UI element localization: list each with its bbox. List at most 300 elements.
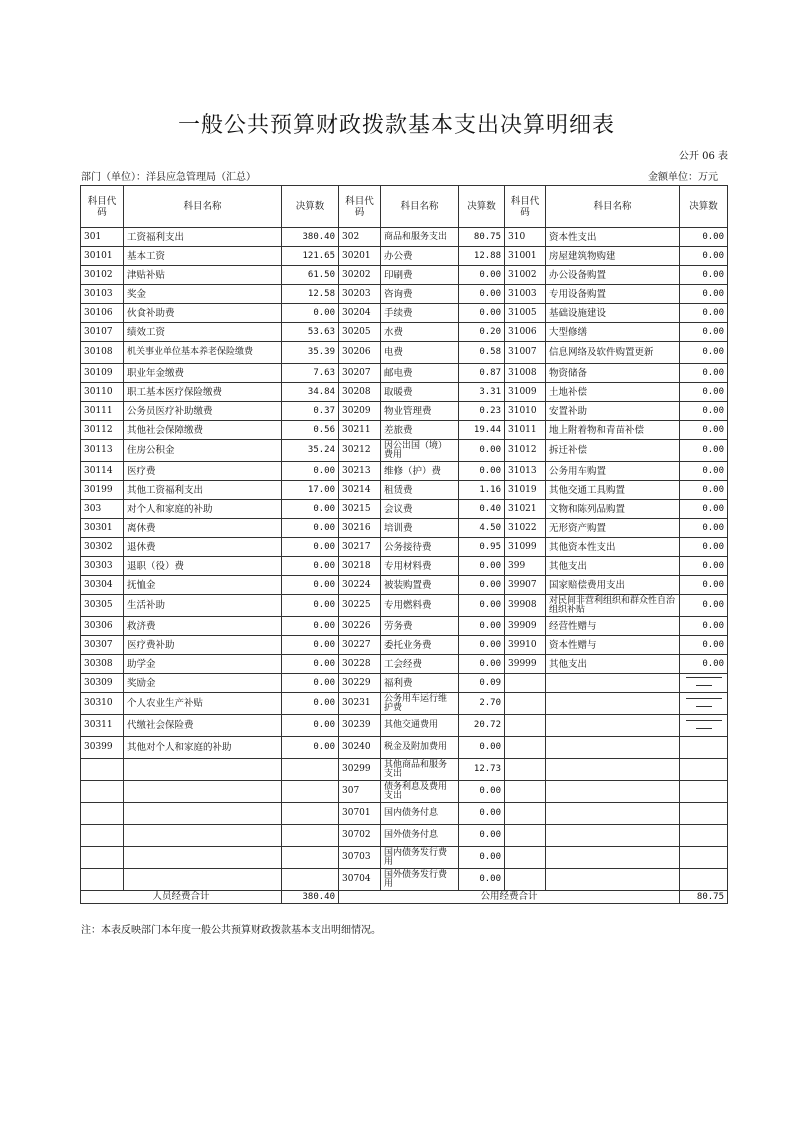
subject-name: 邮电费 bbox=[381, 364, 459, 383]
subject-code: 30199 bbox=[81, 481, 124, 500]
form-number: 公开 06 表 bbox=[678, 151, 728, 162]
subject-code: 30207 bbox=[339, 364, 381, 383]
subject-code: 30229 bbox=[339, 674, 381, 693]
subject-name: 拆迁补偿 bbox=[546, 440, 680, 462]
amount: 0.00 bbox=[459, 825, 505, 847]
subject-code: 30103 bbox=[81, 285, 124, 304]
subject-name: 文物和陈列品购置 bbox=[546, 500, 680, 519]
subject-code: 30102 bbox=[81, 266, 124, 285]
subject-code bbox=[505, 715, 546, 737]
table-row bbox=[81, 636, 728, 655]
subject-name: 债务利息及费用支出 bbox=[381, 781, 459, 803]
table-row bbox=[81, 481, 728, 500]
subject-code bbox=[81, 803, 124, 825]
subject-name: 印刷费 bbox=[381, 266, 459, 285]
subject-code: 30228 bbox=[339, 655, 381, 674]
subject-name: 个人农业生产补贴 bbox=[124, 693, 282, 715]
amount: 0.37 bbox=[282, 402, 339, 421]
amount: 0.00 bbox=[459, 557, 505, 576]
amount: 7.63 bbox=[282, 364, 339, 383]
subject-name: 经营性赠与 bbox=[546, 617, 680, 636]
subject-code: 399 bbox=[505, 557, 546, 576]
amount: 34.84 bbox=[282, 383, 339, 402]
amount: 0.20 bbox=[459, 323, 505, 342]
subject-name: 其他支出 bbox=[546, 557, 680, 576]
subject-name: 商品和服务支出 bbox=[381, 228, 459, 247]
amount: 2.70 bbox=[459, 693, 505, 715]
subject-code: 31010 bbox=[505, 402, 546, 421]
table-row bbox=[81, 421, 728, 440]
subject-code bbox=[81, 759, 124, 781]
amount bbox=[680, 869, 728, 891]
subject-code: 30306 bbox=[81, 617, 124, 636]
expenditure-table bbox=[80, 185, 728, 904]
amount: 0.00 bbox=[680, 557, 728, 576]
amount: 0.00 bbox=[459, 636, 505, 655]
subject-name bbox=[124, 847, 282, 869]
header-cell: 决算数 bbox=[459, 186, 505, 228]
subject-code: 30109 bbox=[81, 364, 124, 383]
subject-name: 职业年金缴费 bbox=[124, 364, 282, 383]
subject-code: 310 bbox=[505, 228, 546, 247]
subject-name: 专用燃料费 bbox=[381, 595, 459, 617]
subject-name: 咨询费 bbox=[381, 285, 459, 304]
amount bbox=[680, 803, 728, 825]
dash-icon bbox=[686, 677, 722, 687]
subject-code: 39999 bbox=[505, 655, 546, 674]
amount: 61.50 bbox=[282, 266, 339, 285]
amount bbox=[282, 825, 339, 847]
amount: 0.00 bbox=[282, 636, 339, 655]
amount: 0.00 bbox=[680, 655, 728, 674]
amount: 0.00 bbox=[459, 576, 505, 595]
amount: 12.88 bbox=[459, 247, 505, 266]
subject-name: 公务接待费 bbox=[381, 538, 459, 557]
amount: 0.00 bbox=[680, 576, 728, 595]
amount: 0.00 bbox=[680, 364, 728, 383]
subject-name: 机关事业单位基本养老保险缴费 bbox=[124, 342, 282, 364]
subject-name: 资本性支出 bbox=[546, 228, 680, 247]
subject-code: 31007 bbox=[505, 342, 546, 364]
totals-row bbox=[81, 891, 728, 904]
subject-code: 30217 bbox=[339, 538, 381, 557]
subject-code: 303 bbox=[81, 500, 124, 519]
subject-code: 30307 bbox=[81, 636, 124, 655]
subject-code: 30114 bbox=[81, 462, 124, 481]
subject-code: 30111 bbox=[81, 402, 124, 421]
department-label: 部门（单位）：洋县应急管理局（汇总） bbox=[81, 172, 256, 183]
subject-code: 39910 bbox=[505, 636, 546, 655]
subject-code: 30212 bbox=[339, 440, 381, 462]
subject-code: 31008 bbox=[505, 364, 546, 383]
amount: 0.00 bbox=[680, 617, 728, 636]
amount: 0.00 bbox=[282, 693, 339, 715]
subject-code: 30113 bbox=[81, 440, 124, 462]
subject-code: 30231 bbox=[339, 693, 381, 715]
amount: 1.16 bbox=[459, 481, 505, 500]
amount: 0.09 bbox=[459, 674, 505, 693]
amount: 20.72 bbox=[459, 715, 505, 737]
subject-name: 办公设备购置 bbox=[546, 266, 680, 285]
dash-mark bbox=[680, 715, 728, 737]
dash-mark bbox=[680, 674, 728, 693]
subject-code: 30309 bbox=[81, 674, 124, 693]
table-row bbox=[81, 383, 728, 402]
subject-name: 基本工资 bbox=[124, 247, 282, 266]
amount: 0.00 bbox=[282, 737, 339, 759]
table-row bbox=[81, 693, 728, 715]
subject-name: 其他工资福利支出 bbox=[124, 481, 282, 500]
subject-code: 30201 bbox=[339, 247, 381, 266]
subject-name: 委托业务费 bbox=[381, 636, 459, 655]
amount: 12.73 bbox=[459, 759, 505, 781]
subject-name: 无形资产购置 bbox=[546, 519, 680, 538]
header-cell: 科目名称 bbox=[124, 186, 282, 228]
amount: 4.50 bbox=[459, 519, 505, 538]
amount bbox=[282, 803, 339, 825]
subject-name: 物业管理费 bbox=[381, 402, 459, 421]
amount: 0.00 bbox=[459, 737, 505, 759]
amount: 0.00 bbox=[680, 519, 728, 538]
subject-code: 30206 bbox=[339, 342, 381, 364]
subject-code: 31021 bbox=[505, 500, 546, 519]
table-row bbox=[81, 715, 728, 737]
subject-name: 抚恤金 bbox=[124, 576, 282, 595]
subject-code bbox=[505, 781, 546, 803]
subject-name: 水费 bbox=[381, 323, 459, 342]
public-total-label: 公用经费合计 bbox=[339, 891, 680, 904]
subject-code: 30305 bbox=[81, 595, 124, 617]
subject-code: 30205 bbox=[339, 323, 381, 342]
subject-name bbox=[546, 693, 680, 715]
amount: 0.00 bbox=[459, 655, 505, 674]
subject-code: 39908 bbox=[505, 595, 546, 617]
subject-code bbox=[81, 781, 124, 803]
amount bbox=[282, 869, 339, 891]
subject-code: 30301 bbox=[81, 519, 124, 538]
subject-name: 其他资本性支出 bbox=[546, 538, 680, 557]
table-row bbox=[81, 869, 728, 891]
subject-name: 津贴补贴 bbox=[124, 266, 282, 285]
subject-code: 31012 bbox=[505, 440, 546, 462]
subject-code: 30227 bbox=[339, 636, 381, 655]
subject-name: 维修（护）费 bbox=[381, 462, 459, 481]
amount: 0.00 bbox=[459, 869, 505, 891]
table-row bbox=[81, 674, 728, 693]
amount: 0.00 bbox=[459, 595, 505, 617]
table-row bbox=[81, 304, 728, 323]
amount: 0.00 bbox=[459, 266, 505, 285]
subject-name: 被装购置费 bbox=[381, 576, 459, 595]
amount: 0.00 bbox=[680, 481, 728, 500]
subject-name: 国外债务发行费用 bbox=[381, 869, 459, 891]
amount: 35.39 bbox=[282, 342, 339, 364]
subject-name: 电费 bbox=[381, 342, 459, 364]
subject-name: 其他交通工具购置 bbox=[546, 481, 680, 500]
amount: 0.40 bbox=[459, 500, 505, 519]
amount: 0.00 bbox=[680, 500, 728, 519]
amount: 0.00 bbox=[680, 636, 728, 655]
subject-code: 31005 bbox=[505, 304, 546, 323]
amount: 380.40 bbox=[282, 228, 339, 247]
subject-code: 30107 bbox=[81, 323, 124, 342]
subject-name: 其他交通费用 bbox=[381, 715, 459, 737]
subject-name: 救济费 bbox=[124, 617, 282, 636]
subject-code: 30226 bbox=[339, 617, 381, 636]
subject-name bbox=[546, 674, 680, 693]
subject-name: 房屋建筑物购建 bbox=[546, 247, 680, 266]
table-row bbox=[81, 285, 728, 304]
subject-code: 31019 bbox=[505, 481, 546, 500]
table-row bbox=[81, 825, 728, 847]
subject-name: 专用材料费 bbox=[381, 557, 459, 576]
subject-code: 30108 bbox=[81, 342, 124, 364]
subject-name: 公务用车购置 bbox=[546, 462, 680, 481]
subject-name bbox=[124, 825, 282, 847]
amount: 0.23 bbox=[459, 402, 505, 421]
table-row bbox=[81, 266, 728, 285]
amount: 0.00 bbox=[282, 595, 339, 617]
subject-code: 30310 bbox=[81, 693, 124, 715]
subject-code: 30703 bbox=[339, 847, 381, 869]
subject-code: 30209 bbox=[339, 402, 381, 421]
subject-code: 30704 bbox=[339, 869, 381, 891]
subject-name: 土地补偿 bbox=[546, 383, 680, 402]
subject-name: 租赁费 bbox=[381, 481, 459, 500]
amount: 0.00 bbox=[680, 228, 728, 247]
subject-code: 30208 bbox=[339, 383, 381, 402]
subject-name: 医疗费补助 bbox=[124, 636, 282, 655]
subject-code bbox=[505, 674, 546, 693]
subject-name: 劳务费 bbox=[381, 617, 459, 636]
table-row bbox=[81, 737, 728, 759]
subject-name: 福利费 bbox=[381, 674, 459, 693]
subject-code: 30303 bbox=[81, 557, 124, 576]
subject-code: 30701 bbox=[339, 803, 381, 825]
amount bbox=[680, 759, 728, 781]
amount: 0.00 bbox=[680, 342, 728, 364]
amount bbox=[282, 781, 339, 803]
amount: 12.58 bbox=[282, 285, 339, 304]
page-title: 一般公共预算财政拨款基本支出决算明细表 bbox=[177, 113, 615, 138]
subject-name: 物资储备 bbox=[546, 364, 680, 383]
subject-name: 手续费 bbox=[381, 304, 459, 323]
subject-code: 31099 bbox=[505, 538, 546, 557]
subject-name: 公务员医疗补助缴费 bbox=[124, 402, 282, 421]
subject-name: 取暖费 bbox=[381, 383, 459, 402]
subject-code: 31002 bbox=[505, 266, 546, 285]
subject-name: 助学金 bbox=[124, 655, 282, 674]
subject-name: 医疗费 bbox=[124, 462, 282, 481]
amount: 0.00 bbox=[680, 538, 728, 557]
subject-code bbox=[505, 869, 546, 891]
subject-code: 30112 bbox=[81, 421, 124, 440]
subject-name bbox=[546, 803, 680, 825]
amount: 0.00 bbox=[282, 715, 339, 737]
subject-code: 30101 bbox=[81, 247, 124, 266]
table-row bbox=[81, 595, 728, 617]
public-total-value: 80.75 bbox=[680, 891, 728, 904]
subject-code bbox=[505, 803, 546, 825]
amount: 0.00 bbox=[680, 440, 728, 462]
subject-code: 30203 bbox=[339, 285, 381, 304]
amount: 0.00 bbox=[459, 304, 505, 323]
table-row bbox=[81, 781, 728, 803]
subject-code: 30399 bbox=[81, 737, 124, 759]
subject-name bbox=[546, 825, 680, 847]
table-row bbox=[81, 440, 728, 462]
subject-name bbox=[546, 869, 680, 891]
dash-icon bbox=[686, 698, 722, 708]
amount: 0.00 bbox=[680, 402, 728, 421]
amount: 80.75 bbox=[459, 228, 505, 247]
subject-name: 国内债务付息 bbox=[381, 803, 459, 825]
amount: 0.00 bbox=[680, 595, 728, 617]
subject-code: 30110 bbox=[81, 383, 124, 402]
amount: 0.00 bbox=[680, 285, 728, 304]
subject-code bbox=[505, 693, 546, 715]
header-cell: 决算数 bbox=[282, 186, 339, 228]
amount: 0.00 bbox=[680, 266, 728, 285]
subject-code: 30304 bbox=[81, 576, 124, 595]
amount: 0.00 bbox=[680, 304, 728, 323]
subject-code: 30302 bbox=[81, 538, 124, 557]
subject-code: 30225 bbox=[339, 595, 381, 617]
amount: 0.00 bbox=[459, 462, 505, 481]
subject-code: 307 bbox=[339, 781, 381, 803]
subject-name: 职工基本医疗保险缴费 bbox=[124, 383, 282, 402]
amount: 17.00 bbox=[282, 481, 339, 500]
subject-code: 302 bbox=[339, 228, 381, 247]
subject-name: 地上附着物和青苗补偿 bbox=[546, 421, 680, 440]
subject-name: 其他社会保障缴费 bbox=[124, 421, 282, 440]
amount bbox=[680, 737, 728, 759]
subject-name: 办公费 bbox=[381, 247, 459, 266]
table-header-row bbox=[81, 186, 728, 228]
amount: 0.00 bbox=[282, 576, 339, 595]
subject-code: 30702 bbox=[339, 825, 381, 847]
header-cell: 科目代码 bbox=[81, 186, 124, 228]
subject-code bbox=[81, 847, 124, 869]
amount: 0.00 bbox=[282, 500, 339, 519]
subject-name: 信息网络及软件购置更新 bbox=[546, 342, 680, 364]
table-row bbox=[81, 557, 728, 576]
table-row bbox=[81, 342, 728, 364]
subject-name: 绩效工资 bbox=[124, 323, 282, 342]
amount: 35.24 bbox=[282, 440, 339, 462]
amount: 0.00 bbox=[459, 440, 505, 462]
subject-name bbox=[546, 737, 680, 759]
amount: 0.95 bbox=[459, 538, 505, 557]
table-row bbox=[81, 803, 728, 825]
amount: 0.00 bbox=[459, 285, 505, 304]
amount: 0.00 bbox=[282, 617, 339, 636]
subject-code: 30202 bbox=[339, 266, 381, 285]
dash-mark bbox=[680, 693, 728, 715]
subject-code: 30308 bbox=[81, 655, 124, 674]
subject-code: 30240 bbox=[339, 737, 381, 759]
subject-name: 基础设施建设 bbox=[546, 304, 680, 323]
subject-code: 30214 bbox=[339, 481, 381, 500]
subject-name: 奖励金 bbox=[124, 674, 282, 693]
subject-code: 31001 bbox=[505, 247, 546, 266]
header-cell: 科目代码 bbox=[339, 186, 381, 228]
subject-code: 30204 bbox=[339, 304, 381, 323]
subject-name: 会议费 bbox=[381, 500, 459, 519]
subject-name: 奖金 bbox=[124, 285, 282, 304]
amount: 0.00 bbox=[282, 519, 339, 538]
dash-icon bbox=[686, 720, 722, 730]
subject-name: 离休费 bbox=[124, 519, 282, 538]
subject-code: 30211 bbox=[339, 421, 381, 440]
amount: 0.00 bbox=[680, 383, 728, 402]
header-cell: 科目名称 bbox=[381, 186, 459, 228]
amount: 0.00 bbox=[680, 323, 728, 342]
subject-name: 国外债务付息 bbox=[381, 825, 459, 847]
subject-name: 住房公积金 bbox=[124, 440, 282, 462]
table-row bbox=[81, 576, 728, 595]
subject-name: 工会经费 bbox=[381, 655, 459, 674]
amount: 0.00 bbox=[680, 421, 728, 440]
subject-code: 39909 bbox=[505, 617, 546, 636]
subject-code: 31011 bbox=[505, 421, 546, 440]
subject-name bbox=[546, 715, 680, 737]
subject-name: 代缴社会保险费 bbox=[124, 715, 282, 737]
amount: 0.00 bbox=[282, 674, 339, 693]
subject-name: 因公出国（境）费用 bbox=[381, 440, 459, 462]
amount: 0.87 bbox=[459, 364, 505, 383]
subject-name: 对个人和家庭的补助 bbox=[124, 500, 282, 519]
subject-name: 其他商品和服务支出 bbox=[381, 759, 459, 781]
subject-name: 税金及附加费用 bbox=[381, 737, 459, 759]
table-row bbox=[81, 323, 728, 342]
subject-name: 其他对个人和家庭的补助 bbox=[124, 737, 282, 759]
subject-name bbox=[546, 847, 680, 869]
subject-code: 31003 bbox=[505, 285, 546, 304]
amount: 0.56 bbox=[282, 421, 339, 440]
subject-name: 公务用车运行维护费 bbox=[381, 693, 459, 715]
amount bbox=[680, 825, 728, 847]
table-row bbox=[81, 402, 728, 421]
subject-name: 退休费 bbox=[124, 538, 282, 557]
header-cell: 科目代码 bbox=[505, 186, 546, 228]
amount: 19.44 bbox=[459, 421, 505, 440]
subject-name bbox=[546, 759, 680, 781]
subject-code: 39907 bbox=[505, 576, 546, 595]
subject-code: 30213 bbox=[339, 462, 381, 481]
subject-code: 30215 bbox=[339, 500, 381, 519]
subject-code: 30299 bbox=[339, 759, 381, 781]
subject-code: 31022 bbox=[505, 519, 546, 538]
subject-name bbox=[124, 781, 282, 803]
personnel-total-label: 人员经费合计 bbox=[81, 891, 282, 904]
subject-name: 生活补助 bbox=[124, 595, 282, 617]
subject-code bbox=[505, 825, 546, 847]
amount bbox=[282, 759, 339, 781]
subject-code bbox=[505, 737, 546, 759]
amount: 0.00 bbox=[459, 617, 505, 636]
subject-code: 31006 bbox=[505, 323, 546, 342]
amount bbox=[680, 781, 728, 803]
amount: 53.63 bbox=[282, 323, 339, 342]
subject-name: 伙食补助费 bbox=[124, 304, 282, 323]
amount: 0.00 bbox=[282, 557, 339, 576]
table-row bbox=[81, 364, 728, 383]
header-cell: 科目名称 bbox=[546, 186, 680, 228]
amount: 0.00 bbox=[459, 803, 505, 825]
subject-name: 安置补助 bbox=[546, 402, 680, 421]
amount: 0.00 bbox=[680, 247, 728, 266]
